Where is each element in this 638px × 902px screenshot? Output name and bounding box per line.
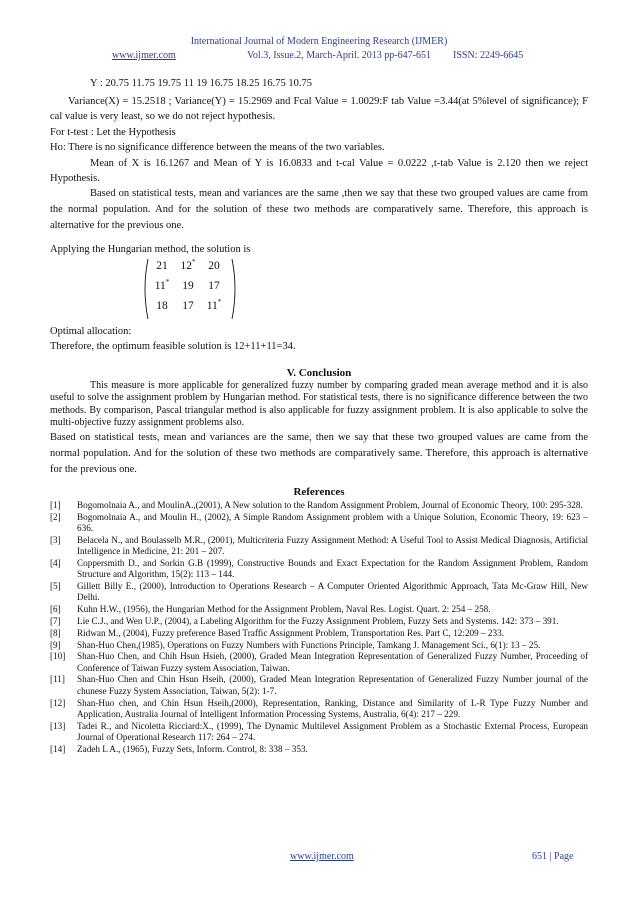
references-heading: References [293,486,345,498]
matrix-cell: 11* [206,298,222,312]
mean-paragraph: Mean of X is 16.1267 and Mean of Y is 16.0833 and t-cal Value = 0.0222 ,t-tab Value is 2.120 then we reject Hypothesis. [50,158,588,184]
footer-website-link[interactable]: www.ijmer.com [290,851,354,862]
header-website-link[interactable]: www.ijmer.com [112,50,176,61]
matrix-cell: 18 [156,300,168,312]
reference-item: [12] Shan-Huo chen, and Chin Hsun Hseih,(2000), Representation, Ranking, Distance and Similarity of L-R Type Fuzzy Number and Application, Australia Journal of Intelligent Information Processing Systems, Australia, 6(4): 217 – 229. [50,697,588,719]
matrix-cell: 12* [180,258,196,272]
optimum-solution-line: Therefore, the optimum feasible solution is 12+11+11=34. [50,341,296,352]
references-list [50,500,588,756]
conclusion-paragraph: This measure is more applicable for generalized fuzzy number by comparing graded mean average method and it is also useful to solve the assignment problem by Hungarian method. For statistical tests, there is no significance difference between the two methods. By comparison, Pascal triangular method is also applicable for fuzzy assignment problem. It is also applicable to solve the multi-objective fuzzy assignment problems also. [50,380,588,429]
statistics-paragraph: Based on statistical tests, mean and variances are the same ,then we say that these two grouped values are came from the normal population. And for the solution of these two methods are comparatively same. Therefore, this approach is alternative for the previous one. [50,188,588,231]
hypothesis-line: Ho: There is no significance difference between the means of the two variables. [50,142,385,153]
reference-item: [9] Shan-Huo Chen,(1985), Operations on Fuzzy Numbers with Functions Principle, Tamkang J. Management Sci., 6(1): 13 – 25. [50,639,541,650]
conclusion-statistics-paragraph: Based on statistical tests, mean and variances are the same, then we say that these two grouped values are came from the normal population. And for the solution of these two methods are comparatively same. Therefore, this approach is alternative for the previous one. [50,432,588,475]
reference-item: [1] Bogomolnaia A., and MoulinA.,(2001), A New solution to the Random Assignment Problem, Journal of Economic Theory, 100: 295-328. [50,500,583,510]
variance-paragraph: Variance(X) = 15.2518 ; Variance(Y) = 15.2969 and Fcal Value = 1.0029:F tab Value =3.44(at 5%level of significance); F cal value is very least, so we do not reject hypothesis. [50,96,588,122]
journal-title: International Journal of Modern Engineering Research (IJMER) [190,36,448,47]
matrix-cell: 17 [182,300,194,312]
solution-matrix [140,256,240,322]
optimal-allocation-label: Optimal allocation: [50,326,132,337]
header-info-line [0,50,638,64]
reference-item: [2] Bogomolnaia A., and Moulin H., (2002), A Simple Random Assignment problem with a Unique Solution, Economic Theory, 19: 623 – 636. [50,511,588,534]
reference-item: [14] Zadeh L A., (1965), Fuzzy Sets, Inform. Control, 8: 338 – 353. [50,743,308,754]
reference-item: [10] Shan-Huo Chen, and Chih Hsun Hsieh, (2000), Graded Mean Integration Representation of Generalized Fuzzy Number, Proceeding of Conference of Taiwan Fuzzy system Association, Taiwan. [50,651,588,673]
y-values-line: Y : 20.75 11.75 19.75 11 19 16.75 18.25 16.75 10.75 [90,78,312,89]
reference-item: [11] Shan-Huo Chen and Chin Hsun Hseih, (2000), Graded Mean Integration Representation of Generalized Fuzzy Number journal of the chunese Fuzzy System Association, Taiwan, 5(2): 1-7. [50,674,588,696]
conclusion-heading: V. Conclusion [286,367,352,379]
reference-item: [13] Tadei R., and Nicoletta Ricciard:X., (1999), The Dynamic Multilevel Assignment Problem as a Stochastic External Process, European Journal of Operational Research 117: 264 – 274. [50,720,588,742]
page-number: 651 | Page [532,851,574,862]
hungarian-intro: Applying the Hungarian method, the solution is [50,244,251,255]
reference-item: [7] Lie C.J., and Wen U.P., (2004), a Labeling Algorithm for the Fuzzy Assignment Problem, Fuzzy Sets and Systems. 142: 373 – 391. [50,615,559,626]
reference-item: [4] Coppersmith D., and Sorkin G.B (1999), Constructive Bounds and Exact Expectation for the Random Assignment Problem, Random Structure and Algorithm, 15(2): 113 – 144. [50,557,588,580]
reference-item: [8] Ridwan M., (2004), Fuzzy preference Based Traffic Assignment Problem, Transportation Res. Part C, 12:209 – 233. [50,627,505,638]
reference-item: [3] Belacela N., and Boulasselb M.R., (2001), Multicriteria Fuzzy Assignment Method: A Useful Tool to Assist Medical Diagnosis, Artificial Intelligence in Medicine, 21: 201 – 207. [50,534,588,557]
reference-item: [5] Gillett Billy E., (2000), Introduction to Operations Research – A Computer Oriented Algorithmic Approach, Tata Mc-Graw Hill, New Delhi. [50,581,588,603]
matrix-cell: 21 [156,260,168,272]
header-issn: ISSN: 2249-6645 [453,50,524,61]
matrix-cell: 17 [208,280,220,292]
reference-item: [6] Kuhn H.W., (1956), the Hungarian Method for the Assignment Problem, Naval Res. Logist. Quart. 2: 254 – 258. [50,604,491,615]
header-volume: Vol.3, Issue.2, March-April. 2013 pp-647-651 [247,50,431,61]
ttest-label: For t-test : Let the Hypothesis [50,127,176,138]
matrix-cell: 20 [208,260,220,272]
matrix-cell: 11* [154,278,170,292]
matrix-cell: 19 [182,280,194,292]
